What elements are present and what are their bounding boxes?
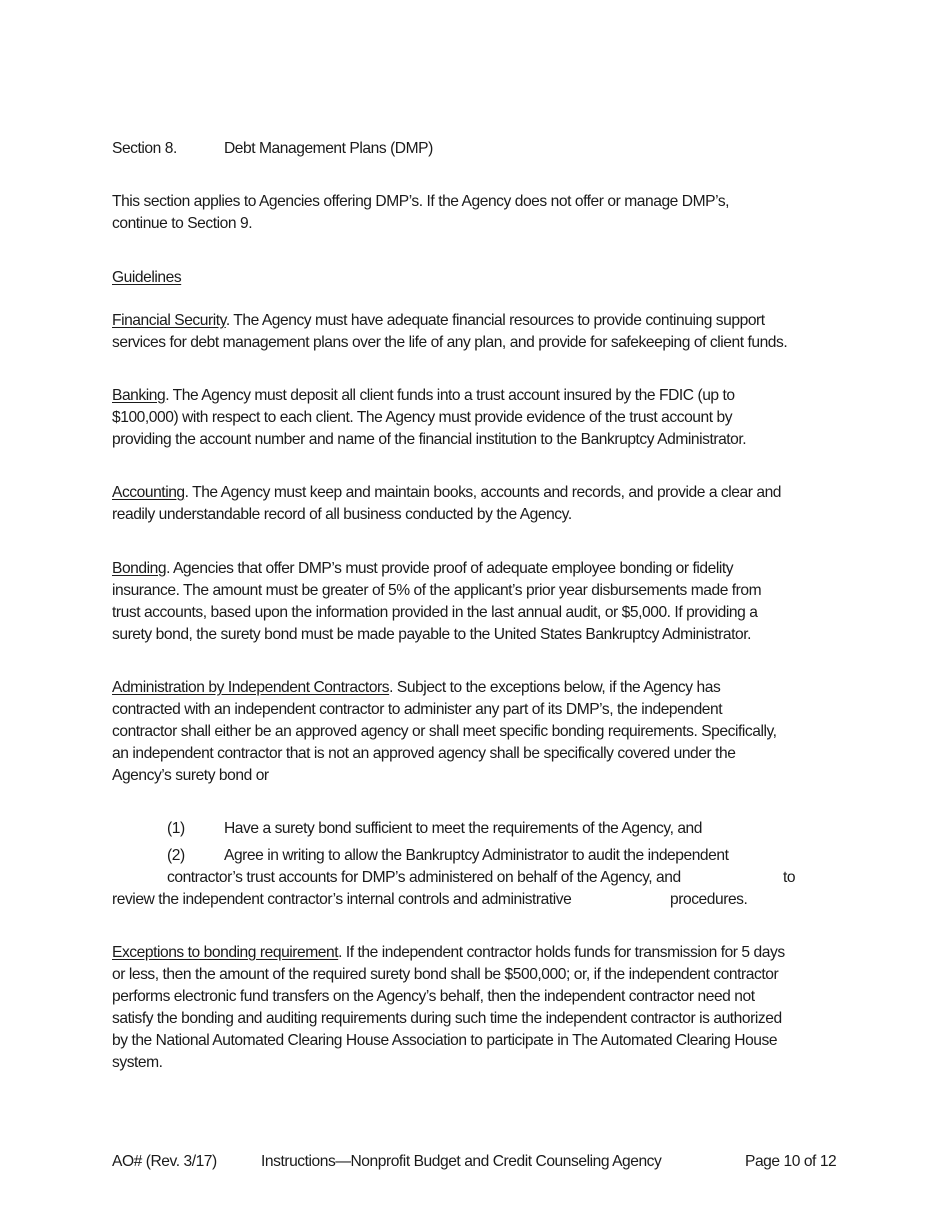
section-number: Section 8. [112, 140, 177, 157]
footer-page-number: Page 10 of 12 [745, 1153, 837, 1170]
paragraph-line: insurance. The amount must be greater of 5% of the applicant’s prior year disbursements made from [112, 582, 762, 599]
paragraph-line: Agency’s surety bond or [112, 767, 269, 784]
paragraph-line: by the National Automated Clearing House Association to participate in The Automated Clearing House [112, 1032, 778, 1049]
paragraph-line: contracted with an independent contractor to administer any part of its DMP’s, the independent [112, 701, 723, 718]
paragraph-line: $100,000) with respect to each client. The Agency must provide evidence of the trust account by [112, 409, 733, 426]
paragraph-text: . Subject to the exceptions below, if the Agency has [389, 679, 721, 696]
paragraph-text: . The Agency must deposit all client funds into a trust account insured by the FDIC (up to [165, 387, 735, 404]
paragraph-line: providing the account number and name of the financial institution to the Bankruptcy Administrator. [112, 431, 747, 448]
list-item-text: procedures. [670, 891, 748, 908]
paragraph-line: readily understandable record of all business conducted by the Agency. [112, 506, 572, 523]
banking-heading: Banking [112, 387, 166, 404]
exceptions-paragraph [112, 942, 785, 964]
financial-security-heading: Financial Security [112, 312, 226, 329]
paragraph-line: surety bond, the surety bond must be made payable to the United States Bankruptcy Administrator. [112, 626, 751, 643]
paragraph-line: or less, then the amount of the required surety bond shall be $500,000; or, if the independent contractor [112, 966, 779, 983]
paragraph-text: . The Agency must have adequate financial resources to provide continuing support [225, 312, 765, 329]
paragraph-text: . The Agency must keep and maintain books, accounts and records, and provide a clear and [184, 484, 782, 501]
list-item-text: Agree in writing to allow the Bankruptcy Administrator to audit the independent [224, 847, 729, 864]
paragraph-line: contractor shall either be an approved agency or shall meet specific bonding requirements. Specifically, [112, 723, 777, 740]
paragraph-line: satisfy the bonding and auditing requirements during such time the independent contractor is authorized [112, 1010, 782, 1027]
list-item-text: to [783, 869, 796, 886]
guidelines-heading: Guidelines [112, 269, 182, 286]
footer-form-number: AO# (Rev. 3/17) [112, 1153, 217, 1170]
bonding-heading: Bonding [112, 560, 167, 577]
list-item-text: Have a surety bond sufficient to meet the requirements of the Agency, and [224, 820, 703, 837]
list-item-text: contractor’s trust accounts for DMP’s administered on behalf of the Agency, and [167, 869, 681, 886]
paragraph-line: an independent contractor that is not an approved agency shall be specifically covered under the [112, 745, 736, 762]
banking-paragraph [112, 385, 735, 407]
accounting-heading: Accounting [112, 484, 185, 501]
intro-line: continue to Section 9. [112, 215, 253, 232]
intro-line: This section applies to Agencies offering DMP’s. If the Agency does not offer or manage DMP’s, [112, 193, 730, 210]
paragraph-text: . If the independent contractor holds funds for transmission for 5 days [338, 944, 785, 961]
list-item-number: (2) [167, 847, 185, 864]
paragraph-line: system. [112, 1054, 163, 1071]
bonding-paragraph [112, 558, 733, 580]
section-title: Debt Management Plans (DMP) [224, 140, 433, 157]
accounting-paragraph [112, 482, 781, 504]
list-item-number: (1) [167, 820, 185, 837]
administration-heading: Administration by Independent Contractors [112, 679, 390, 696]
paragraph-text: . Agencies that offer DMP’s must provide proof of adequate employee bonding or fidelity [166, 560, 734, 577]
paragraph-line: trust accounts, based upon the information provided in the last annual audit, or $5,000. If providing a [112, 604, 758, 621]
list-item-text: review the independent contractor’s internal controls and administrative [112, 891, 572, 908]
paragraph-line: performs electronic fund transfers on the Agency’s behalf, then the independent contractor need not [112, 988, 755, 1005]
administration-paragraph [112, 677, 720, 699]
exceptions-heading: Exceptions to bonding requirement [112, 944, 339, 961]
paragraph-line: services for debt management plans over the life of any plan, and provide for safekeeping of client funds. [112, 334, 788, 351]
financial-security-paragraph [112, 310, 765, 332]
footer-title: Instructions—Nonprofit Budget and Credit Counseling Agency [261, 1153, 662, 1170]
